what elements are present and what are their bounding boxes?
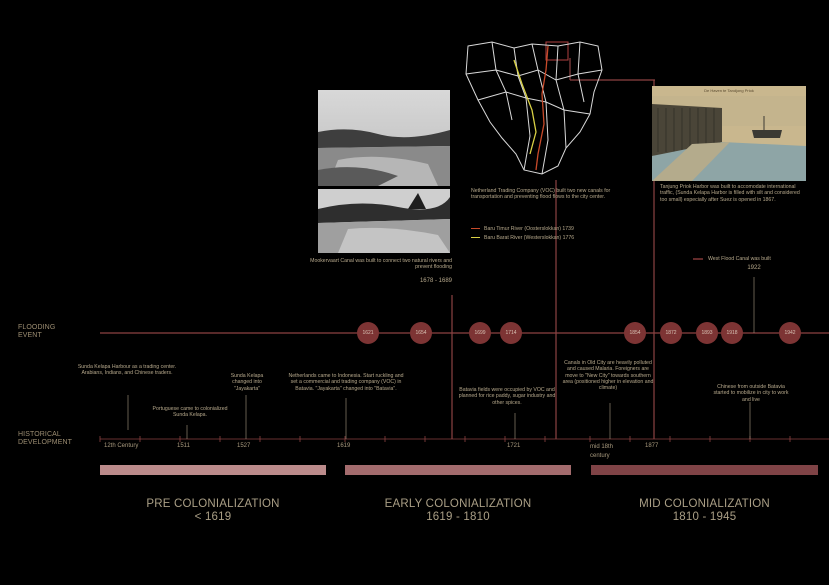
- historical-development-label: HISTORICAL DEVELOPMENT: [18, 431, 72, 446]
- mookervaart-photo-bottom: [318, 189, 450, 253]
- west-flood-year: 1922: [747, 265, 761, 271]
- era-bar-pre: [100, 465, 326, 475]
- mookervaart-years: 1678 - 1689: [419, 278, 452, 284]
- era-early-range: 1619 - 1810: [426, 511, 490, 523]
- flood-marker: 1854: [624, 322, 646, 344]
- legend-toer: [471, 226, 641, 232]
- mookervaart-caption: Mookervaart Canal was built to connect two natural rivers and prevent flooding: [310, 258, 452, 271]
- era-mid-title: MID COLONIALIZATION: [639, 498, 770, 510]
- jakarta-map: [462, 40, 610, 178]
- era-early-title: EARLY COLONIALIZATION: [384, 498, 532, 510]
- era-early: [345, 498, 571, 524]
- flood-marker: 1714: [500, 322, 522, 344]
- tanjung-priok-postcard: [652, 86, 806, 181]
- flood-marker: 1654: [410, 322, 432, 344]
- year-label: 12th Century: [104, 443, 139, 449]
- flood-marker: 1872: [660, 322, 682, 344]
- legend-barat-label: Baru Barat River (Westerslokkan) 1776: [484, 235, 575, 241]
- voc-caption: Netherland Trading Company (VOC) built two new canals for transportation and preventing flood flows to the city center.: [471, 188, 611, 201]
- year-label: 1877: [645, 443, 659, 449]
- year-label: 1619: [337, 443, 351, 449]
- west-flood-caption: West Flood Canal was built: [708, 256, 771, 262]
- note-chinese: Chinese from outside Batavia started to mobilize in city to work and live: [713, 384, 789, 403]
- flood-marker: 1621: [357, 322, 379, 344]
- flood-marker: 1942: [779, 322, 801, 344]
- era-pre-range: < 1619: [194, 511, 232, 523]
- flood-marker: 1699: [469, 322, 491, 344]
- year-label: 1721: [507, 443, 521, 449]
- era-pre-title: PRE COLONIALIZATION: [146, 498, 280, 510]
- year-label: mid 18th century: [590, 444, 614, 459]
- flooding-event-label: FLOODING EVENT: [18, 324, 56, 339]
- legend-toer-label: Baru Timur River (Oosterslokkan) 1739: [484, 226, 574, 232]
- flood-marker: 1893: [696, 322, 718, 344]
- note-jayakarta: Sunda Kelapa changed into "Jayakarta": [230, 373, 264, 392]
- note-netherlands: Netherlands came to Indonesia. Start ruckling and set a commercial and trading company (VOC) in Batavia. "Jayakarta" changed into "Batavia".: [288, 373, 404, 392]
- era-mid: [591, 498, 818, 524]
- tanjung-priok-caption: Tanjung Priok Harbor was built to accomodate international traffic, (Sunda Kelapa Harbor is filled with silt and considered too small) especially after Suez is opened in 1867.: [660, 184, 800, 203]
- year-label: 1527: [237, 443, 251, 449]
- era-pre: [100, 498, 326, 524]
- note-portuguese: Portuguese came to colonialized Sunda Kelapa.: [152, 406, 228, 419]
- mookervaart-photo-top: [318, 90, 450, 186]
- postcard-caption: De Haven te Tandjong Priok: [704, 88, 754, 93]
- era-mid-range: 1810 - 1945: [672, 511, 737, 523]
- era-bar-early: [345, 465, 571, 475]
- year-label: 1511: [177, 443, 190, 449]
- note-old-city: Canals in Old City are heavily polluted and caused Malaria. Foreigners are move to "New City" towards southern area (positioned higher in elevation and climate): [562, 360, 654, 392]
- note-batavia-fields: Batavia fields were occupied by VOC and planned for rice paddy, sugar industry and other spices.: [458, 387, 556, 406]
- flood-marker: 1918: [721, 322, 743, 344]
- legend-barat: [471, 235, 641, 241]
- note-sunda-kelapa: Sunda Kelapa Harbour as a trading center. Arabians, Indians, and Chinese traders.: [77, 364, 177, 377]
- era-bar-mid: [591, 465, 818, 475]
